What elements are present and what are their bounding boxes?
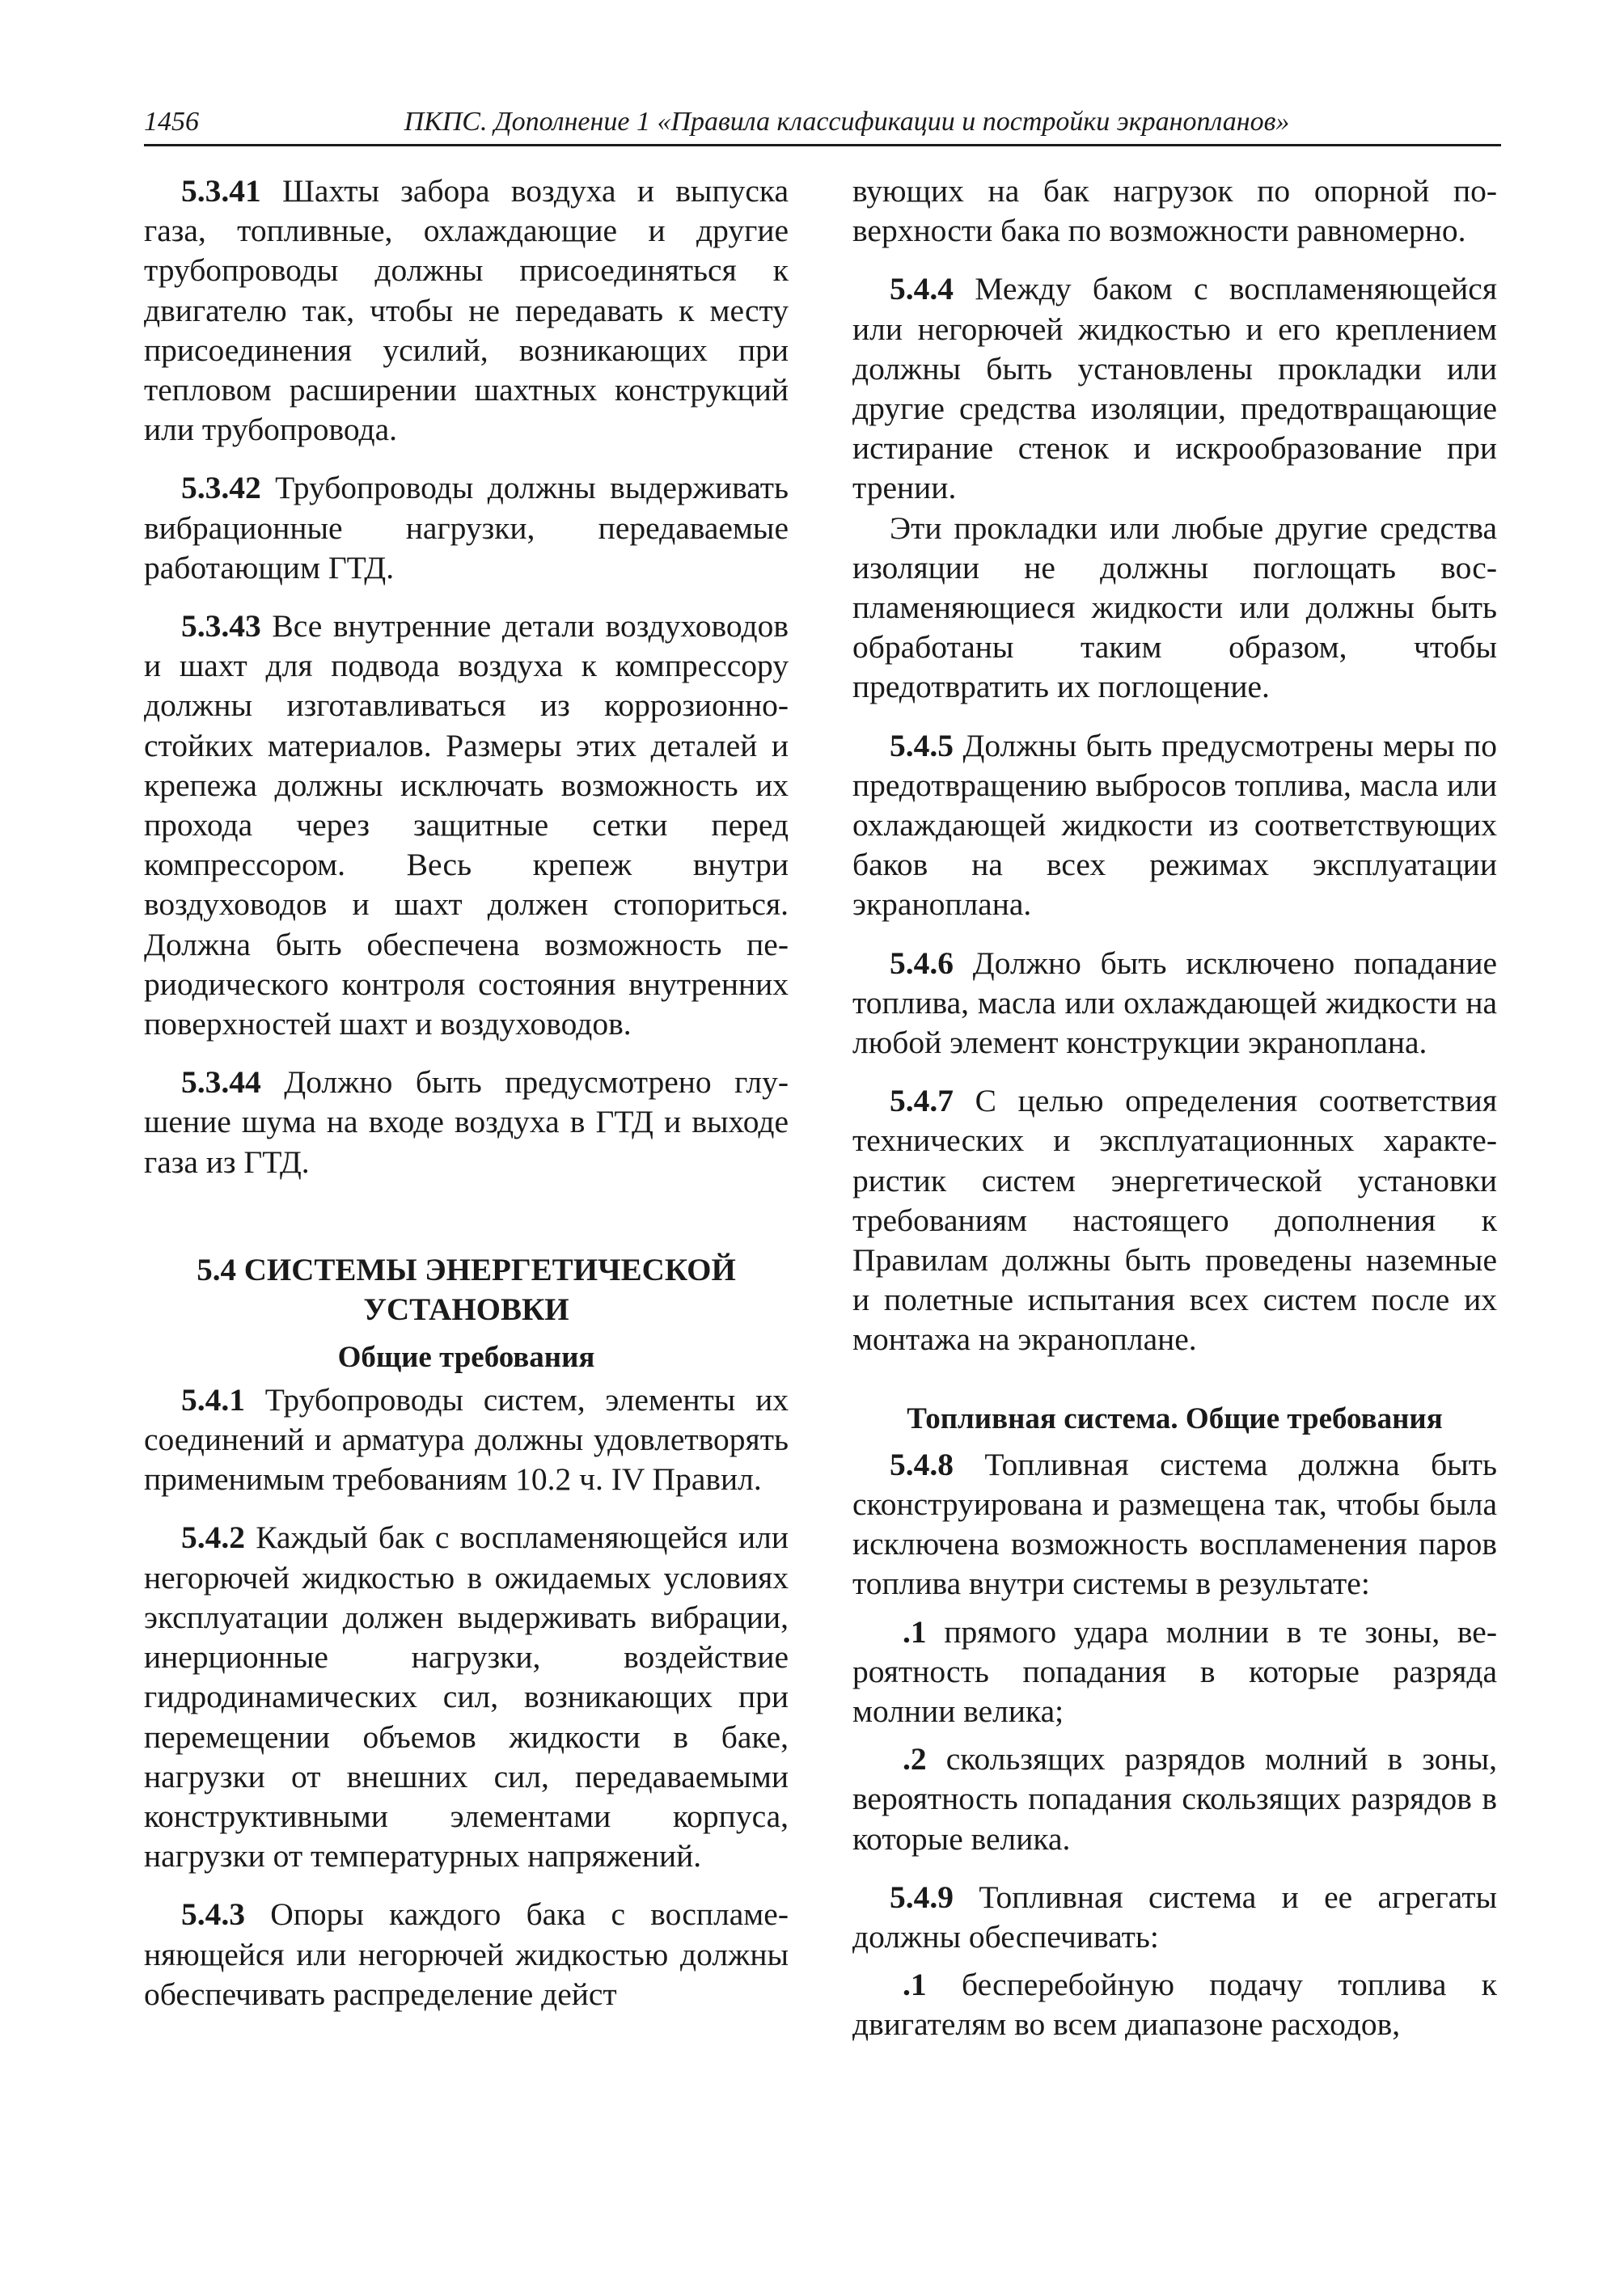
clause-text: Между баком с воспламеняющейся или негорючей жидкостью и его креплением должны быть установлены прокладки или другие средства изоляции, предотвращающие истирание стенок и искрообразование при трении. [852,271,1497,506]
right-column [852,171,1497,2045]
paragraph-5-4-4 [852,269,1497,508]
list-item-5-4-8-2 [852,1739,1497,1859]
clause-text: Шахты забора воздуха и выпуска газа, топливные, охлаждающие и другие трубопроводы должны присоединяться к двигателю так, чтобы не передавать к месту присоединения усилий, возникающих при тепловом расширении шахтных конструкций или трубопровода. [144,173,789,448]
clause-number: 5.3.41 [181,173,261,209]
paragraph-5-4-7 [852,1081,1497,1359]
clause-number: 5.4.2 [181,1520,245,1556]
paragraph-5-4-3-continued: вующих на бак нагрузок по опорной поверхности бака по возможности равномерно. [852,173,1497,249]
list-item-5-4-8-1 [852,1613,1497,1732]
clause-number: 5.4.4 [890,271,954,307]
paragraph-5-3-43 [144,607,789,1044]
item-text: скользящих разрядов молний в зоны, вероятность попадания скользящих разрядов в которые велика. [852,1741,1497,1857]
section-title-line-2: УСТАНОВКИ [363,1291,569,1327]
clause-text: Каждый бак с воспламеняющейся или негорючей жидкостью в ожидаемых условиях эксплуатации должен выдерживать вибрации, инерционные нагрузки, воздействие гидродинамических сил, возникающих при перемещении объемов жидкости в баке, нагрузки от внешних сил, передаваемыми конструктивными элементами корпуса, нагрузки от температурных напряжений. [144,1520,789,1875]
clause-number: 5.3.42 [181,470,261,506]
page-header [144,104,1501,146]
clause-text: Должно быть исключено попадание топлива, масла или охлаждающей жидкости на любой элемент конструкции экраноплана. [852,945,1497,1061]
paragraph-5-4-4-b: Эти прокладки или любые другие средства изоляции не должны поглощать воспламеняющиеся жидкости или должны быть обработаны таким образом, чтобы предотвратить их поглощение. [852,509,1497,705]
clause-text: Трубопроводы должны выдерживать вибрационные нагрузки, передаваемые работающим ГТД. [144,470,789,585]
clause-text: Все внутренние детали воздуховодов и шахт для подвода воздуха к компрессору должны изготавливаться из коррозионно-стойких материалов. Размеры этих деталей и крепежа должны исключать возможность их прохода через защитные сетки перед компрессором. Весь крепеж внутри воздуховодов и шахт должен стопориться. Должна быть обеспечена возможность периодического контроля состояния внутренних поверхностей шахт и воздуховодов. [144,608,789,1042]
clause-number: 5.3.44 [181,1064,261,1101]
running-title: ПКПС. Дополнение 1 «Правила классификации и постройки экранопланов» [404,107,1290,137]
item-text: прямого удара молнии в те зоны, вероятность попадания в которые разряда молнии велика; [852,1613,1497,1729]
clause-number: 5.4.1 [181,1381,245,1418]
paragraph-5-3-42 [144,468,789,588]
paragraph-5-4-6 [852,944,1497,1063]
clause-text: С целью определения соответствия технических и эксплуатационных характеристик систем энергетической установки требованиям настоящего дополнения к Правилам должны быть проведены наземные и полетные испытания всех систем после их монтажа на экраноплане. [852,1083,1497,1358]
item-number: .1 [903,1613,927,1650]
clause-number: 5.4.8 [890,1446,954,1482]
left-column [144,171,789,2014]
clause-number: 5.4.5 [890,727,954,763]
clause-number: 5.4.7 [890,1083,954,1119]
clause-text: Топливная система должна быть сконструирована и размещена так, чтобы была исключена возможность воспламенения паров топлива внутри системы в результате: [852,1446,1497,1602]
paragraph-5-4-5 [852,726,1497,925]
item-number: .1 [903,1967,927,2003]
subsection-title-general: Общие требования [337,1340,595,1374]
clause-number: 5.3.43 [181,608,261,645]
paragraph-5-3-41 [144,171,789,450]
page-number: 1456 [144,107,199,137]
paragraph-5-4-8 [852,1445,1497,1604]
paragraph-5-4-1 [144,1380,789,1500]
paragraph-5-4-3 [144,1895,789,2014]
item-number: .2 [903,1741,927,1777]
clause-text: Должно быть предусмотрено глушение шума на входе воздуха в ГТД и выходе газа из ГТД. [144,1064,789,1180]
subsection-title-fuel-system: Топливная система. Общие требования [907,1401,1443,1435]
list-item-5-4-9-1 [852,1965,1497,2044]
clause-number: 5.4.6 [890,945,954,981]
clause-number: 5.4.9 [890,1879,954,1915]
clause-text: Опоры каждого бака с воспламеняющейся или негорючей жидкостью должны обеспечивать распределение дейст [144,1896,789,2012]
clause-text: Топливная система и ее агрегаты должны обеспечивать: [852,1879,1497,1955]
clause-number: 5.4.3 [181,1896,245,1933]
clause-text: Должны быть предусмотрены меры по предотвращению выбросов топлива, масла или охлаждающей жидкости из соответствующих баков на всех режимах эксплуатации экраноплана. [852,727,1497,923]
paragraph-5-4-9 [852,1878,1497,1957]
item-text: бесперебойную подачу топлива к двигателям во всем диапазоне расходов, [852,1967,1497,2043]
paragraph-5-3-44 [144,1063,789,1182]
paragraph-5-4-2 [144,1518,789,1876]
section-title-line-1: 5.4 СИСТЕМЫ ЭНЕРГЕТИЧЕСКОЙ [197,1252,736,1287]
clause-text: Трубопроводы систем, элементы их соединений и арматура должны удовлетворять применимым требованиям 10.2 ч. IV Правил. [144,1381,789,1498]
